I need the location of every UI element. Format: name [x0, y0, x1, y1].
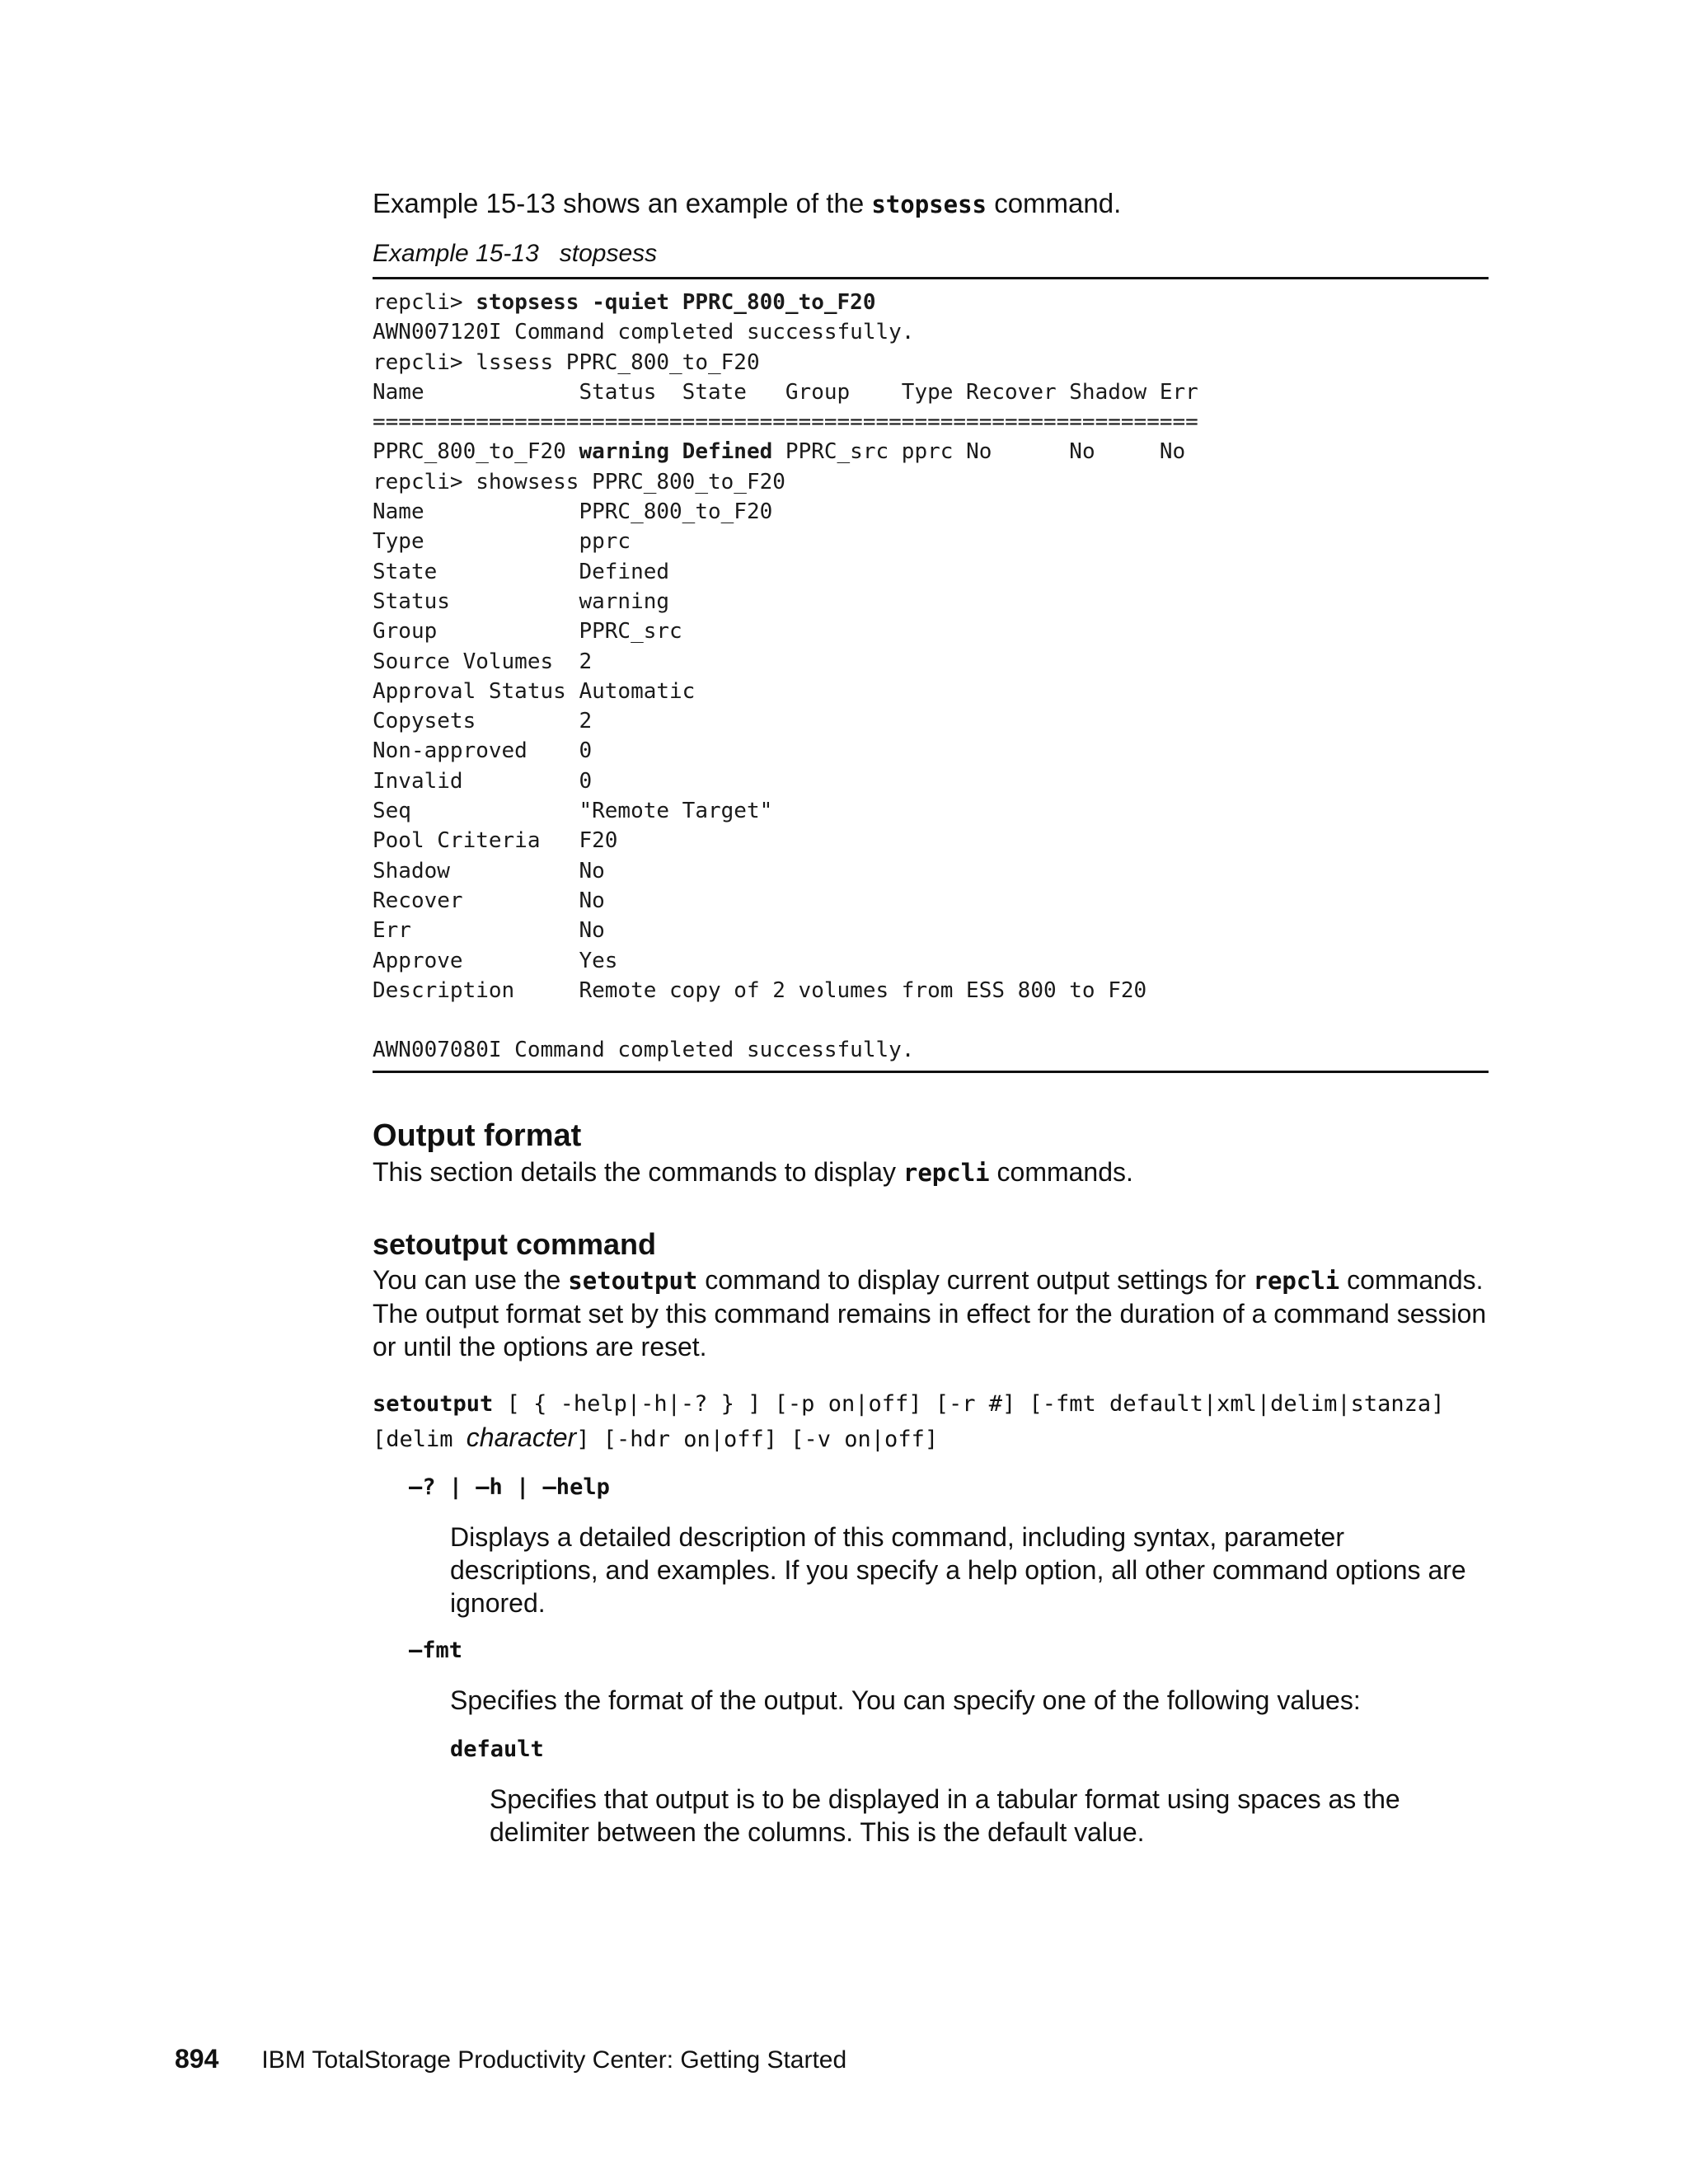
code-segment: State Defined [373, 559, 670, 584]
code-line [373, 946, 1489, 976]
code-line [373, 976, 1489, 1005]
code-bold-segment: stopsess -quiet PPRC_800_to_F20 [476, 290, 876, 315]
code-bold-segment: warning Defined [579, 439, 773, 465]
code-line [373, 288, 1489, 317]
code-line [373, 826, 1489, 855]
code-segment: ================================================================ [373, 410, 1198, 435]
syntax-line-2-b: ] [-hdr on|off] [-v on|off] [576, 1426, 939, 1452]
code-line [373, 497, 1489, 527]
code-segment: PPRC_src pprc No No No [772, 439, 1186, 465]
syntax-line-1-options: [ { -help|-h|-? } ] [-p on|off] [-r #] [-fmt default|xml|delim|stanza] [493, 1390, 1445, 1417]
syntax-line-1 [373, 1388, 1489, 1421]
code-segment: Pool Criteria F20 [373, 828, 618, 854]
example-caption: Example 15-13 stopsess [373, 240, 658, 267]
option-fmt-name: –fmt [409, 1637, 463, 1663]
book-title: IBM TotalStorage Productivity Center: Getting Started [261, 2046, 847, 2074]
intro-text-after: command. [987, 188, 1122, 218]
code-line [373, 348, 1489, 377]
intro-command: stopsess [871, 190, 987, 218]
code-line [373, 886, 1489, 916]
code-segment: repcli> lssess PPRC_800_to_F20 [373, 349, 760, 375]
example-bottom-rule [373, 1071, 1489, 1073]
setoutput-text-a: You can use the [373, 1264, 569, 1295]
setoutput-code-1: setoutput [568, 1266, 698, 1295]
intro-paragraph [373, 183, 1489, 225]
output-format-heading: Output format [373, 1118, 582, 1153]
code-segment: Type pprc [373, 529, 631, 555]
code-segment: Seq "Remote Target" [373, 799, 773, 824]
option-help-description: Displays a detailed description of this command, including syntax, parameter descriptions, and examples. If you specify a help option, all other command options are ignored. [450, 1521, 1466, 1618]
code-segment: AWN007120I Command completed successfully. [373, 320, 915, 345]
code-segment: Non-approved 0 [373, 738, 593, 764]
code-line [373, 796, 1489, 826]
option-fmt-description: Specifies the format of the output. You can specify one of the following values: [450, 1685, 1361, 1715]
code-segment: Invalid 0 [373, 768, 593, 794]
code-line [373, 616, 1489, 646]
page-content [373, 183, 1489, 1849]
setoutput-syntax [373, 1388, 1489, 1456]
code-line [373, 1005, 1489, 1035]
example-code-block [373, 279, 1489, 1071]
code-segment: Status warning [373, 588, 670, 614]
code-segment: Description Remote copy of 2 volumes from ESS 800 to F20 [373, 977, 1147, 1003]
code-line [373, 856, 1489, 886]
setoutput-text-c: commands. The output format set by this command remains in effect for the duration of a command session or until the options are reset. [373, 1264, 1487, 1361]
code-segment: Err No [373, 918, 605, 944]
output-format-paragraph [373, 1155, 1489, 1189]
code-segment: Shadow No [373, 858, 605, 883]
code-segment: repcli> showsess PPRC_800_to_F20 [373, 469, 785, 494]
syntax-line-2-a: [delim [373, 1426, 467, 1452]
code-line [373, 647, 1489, 677]
syntax-command: setoutput [373, 1390, 494, 1417]
syntax-line-2 [373, 1421, 1489, 1456]
output-format-text-before: This section details the commands to display [373, 1156, 903, 1187]
value-default-description: Specifies that output is to be displayed in a tabular format using spaces as the delimiter between the columns. This is the default value. [490, 1783, 1400, 1847]
code-line [373, 587, 1489, 616]
code-segment: Name Status State Group Type Recover Shadow Err [373, 379, 1198, 405]
code-segment: Approve Yes [373, 948, 618, 973]
code-line [373, 766, 1489, 796]
code-segment: Source Volumes 2 [373, 649, 593, 674]
syntax-line-2-italic: character [466, 1422, 577, 1452]
code-segment: AWN007080I Command completed successfully. [373, 1038, 915, 1063]
code-segment: Recover No [373, 888, 605, 913]
code-line [373, 916, 1489, 945]
code-line [373, 467, 1489, 497]
intro-text-before: Example 15-13 shows an example of the [373, 188, 872, 218]
code-segment: PPRC_800_to_F20 [373, 439, 579, 465]
code-line [373, 706, 1489, 736]
setoutput-text-b: command to display current output settings for [697, 1264, 1254, 1295]
option-help-name: –? | –h | –help [409, 1474, 610, 1500]
code-line [373, 407, 1489, 437]
page-footer [175, 2042, 846, 2077]
code-segment: Approval Status Automatic [373, 678, 696, 704]
code-line [373, 377, 1489, 407]
code-line [373, 527, 1489, 556]
setoutput-paragraph [373, 1263, 1489, 1363]
code-line [373, 1035, 1489, 1065]
output-format-text-after: commands. [989, 1156, 1133, 1187]
code-segment: repcli> [373, 290, 476, 315]
code-segment: Name PPRC_800_to_F20 [373, 499, 773, 525]
code-line [373, 437, 1489, 466]
code-line [373, 317, 1489, 347]
code-segment: Copysets 2 [373, 709, 593, 734]
code-line [373, 557, 1489, 587]
code-line [373, 736, 1489, 766]
value-default-name: default [450, 1736, 544, 1762]
output-format-code: repcli [903, 1158, 990, 1187]
setoutput-code-2: repcli [1253, 1266, 1340, 1295]
code-line [373, 677, 1489, 706]
code-segment: Group PPRC_src [373, 619, 682, 644]
setoutput-heading: setoutput command [373, 1226, 657, 1261]
page-number: 894 [175, 2044, 219, 2074]
